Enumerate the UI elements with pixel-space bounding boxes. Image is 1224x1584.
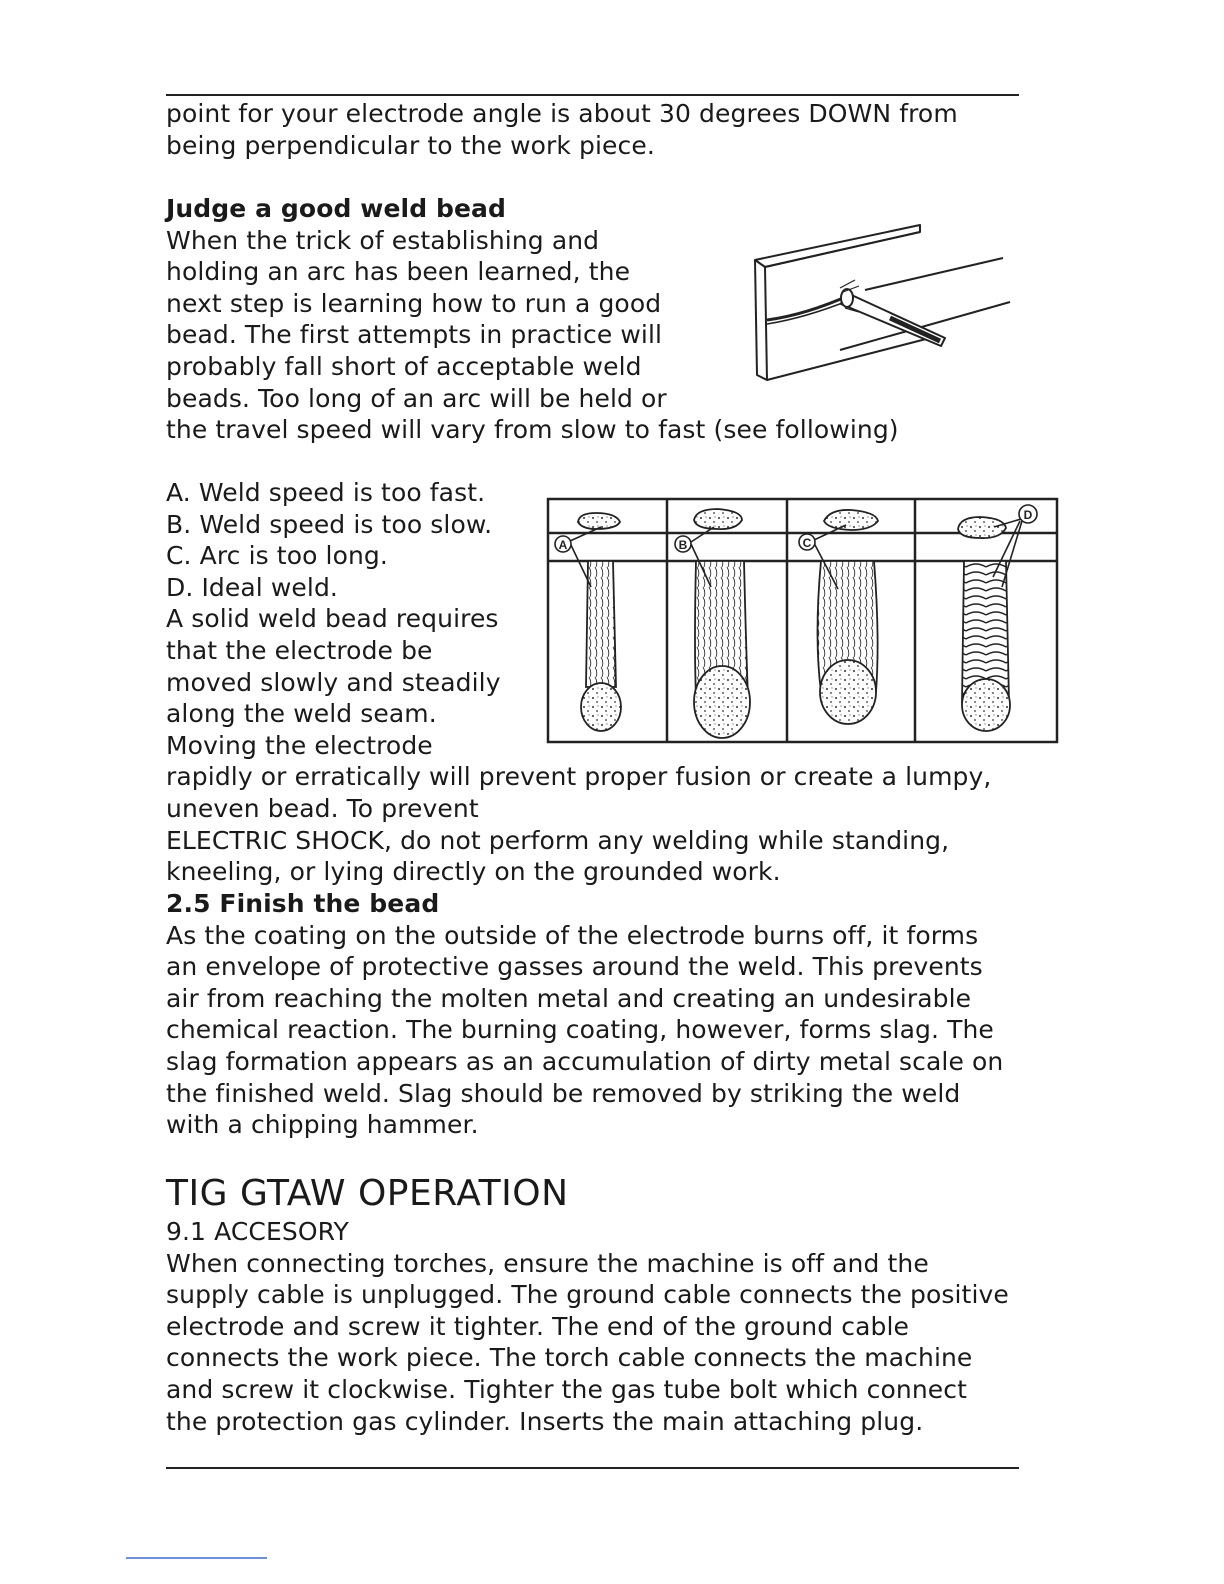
- weld-sample-d: [958, 505, 1037, 731]
- text-line: the travel speed will vary from slow to fast (see following): [166, 415, 899, 445]
- text-line: holding an arc has been learned, the: [166, 257, 631, 287]
- text-line: Moving the electrode: [166, 730, 433, 760]
- text-line: rapidly or erratically will prevent proper fusion or create a lumpy,: [166, 762, 992, 792]
- finish-section: [166, 888, 1003, 1141]
- text-line: As the coating on the outside of the electrode burns off, it forms: [166, 920, 979, 950]
- text-line: that the electrode be: [166, 635, 433, 665]
- label-d: D: [1023, 508, 1033, 522]
- section-heading: Judge a good weld bead: [166, 194, 507, 223]
- text-line: uneven bead. To prevent: [166, 793, 479, 823]
- text-line: the finished weld. Slag should be removed by striking the weld: [166, 1078, 961, 1108]
- text-line: When connecting torches, ensure the machine is off and the: [166, 1248, 929, 1278]
- weld-sample-c: [799, 510, 878, 724]
- text-line: next step is learning how to run a good: [166, 288, 662, 318]
- weld-bead-comparison-figure: [546, 497, 1060, 745]
- list-item: D. Ideal weld.: [166, 572, 338, 602]
- list-item: C. Arc is too long.: [166, 541, 388, 571]
- text-line: kneeling, or lying directly on the grounded work.: [166, 857, 781, 887]
- text-line: probably fall short of acceptable weld: [166, 351, 642, 381]
- text-line: supply cable is unplugged. The ground cable connects the positive: [166, 1280, 1009, 1310]
- weld-sample-a: [555, 513, 621, 731]
- text-line: moved slowly and steadily: [166, 667, 501, 697]
- text-line: When the trick of establishing and: [166, 225, 600, 255]
- label-b: B: [678, 538, 688, 552]
- text-line: electrode and screw it tighter. The end of the ground cable: [166, 1311, 910, 1341]
- intro-paragraph: [166, 98, 958, 161]
- label-a: A: [558, 538, 568, 552]
- text-line: chemical reaction. The burning coating, however, forms slag. The: [166, 1015, 994, 1045]
- page-section-title: TIG GTAW OPERATION: [166, 1173, 569, 1214]
- text-line: point for your electrode angle is about 30 degrees DOWN from: [166, 99, 958, 128]
- text-line: bead. The first attempts in practice will: [166, 320, 663, 350]
- text-line: along the weld seam.: [166, 699, 437, 729]
- label-c: C: [802, 536, 812, 550]
- weld-sample-b: [675, 509, 750, 738]
- text-line: beads. Too long of an arc will be held or: [166, 383, 667, 413]
- top-rule: [166, 94, 1019, 96]
- footer-underline: [126, 1557, 267, 1559]
- text-line: with a chipping hammer.: [166, 1110, 479, 1140]
- tig-section: [166, 1216, 1009, 1437]
- list-item: B. Weld speed is too slow.: [166, 509, 493, 539]
- electrode-plate-illustration: [745, 220, 1015, 385]
- bottom-rule: [166, 1467, 1019, 1469]
- section-heading: 2.5 Finish the bead: [166, 889, 440, 918]
- subsection-title: 9.1 ACCESORY: [166, 1217, 349, 1246]
- text-line: being perpendicular to the work piece.: [166, 130, 655, 160]
- list-item: A. Weld speed is too fast.: [166, 478, 486, 507]
- text-line: the protection gas cylinder. Inserts the main attaching plug.: [166, 1406, 924, 1436]
- text-line: connects the work piece. The torch cable connects the machine: [166, 1343, 973, 1373]
- text-line: slag formation appears as an accumulation of dirty metal scale on: [166, 1046, 1004, 1076]
- text-line: and screw it clockwise. Tighter the gas tube bolt which connect: [166, 1374, 967, 1404]
- text-line: ELECTRIC SHOCK, do not perform any welding while standing,: [166, 825, 950, 855]
- text-line: an envelope of protective gasses around the weld. This prevents: [166, 952, 983, 982]
- text-line: air from reaching the molten metal and creating an undesirable: [166, 983, 972, 1013]
- text-line: A solid weld bead requires: [166, 604, 499, 634]
